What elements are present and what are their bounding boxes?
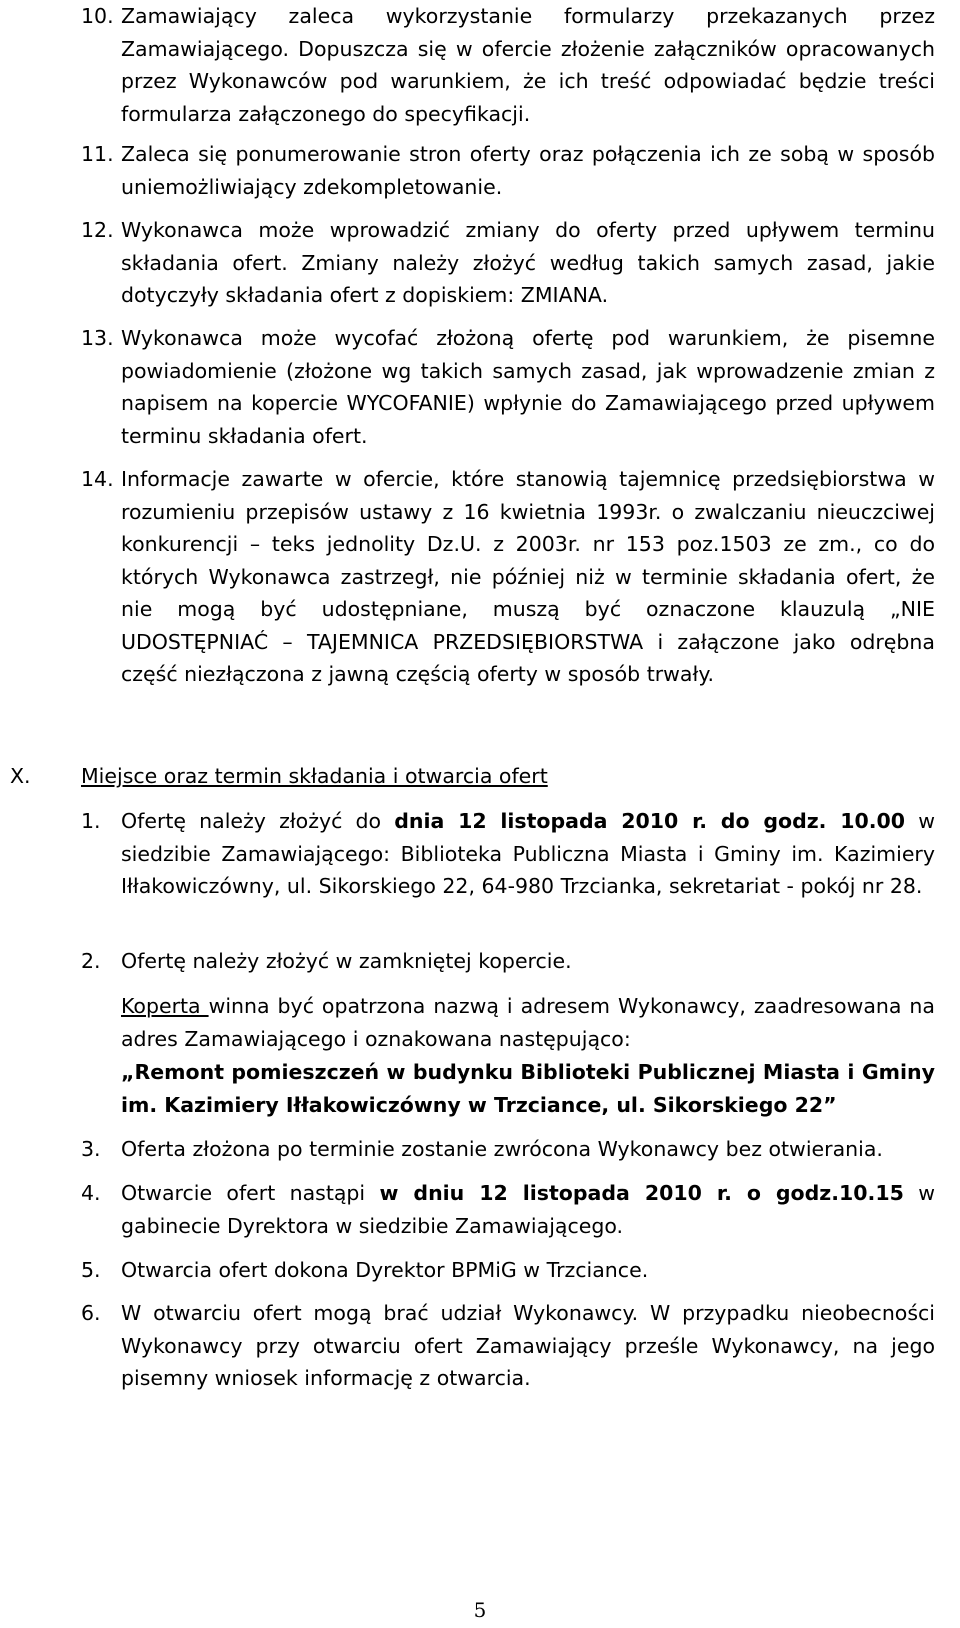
list-item-text: W otwarciu ofert mogą brać udział Wykonawcy. W przypadku nieobecności Wykonawcy przy otwarciu ofert Zamawiający prześle Wykonawcy, na jego pisemny wniosek informację z otwarcia. (121, 1301, 935, 1390)
list-item-text: Wykonawca może wprowadzić zmiany do oferty przed upływem terminu składania ofert. Zmiany należy złożyć według takich samych zasad, jakie dotyczyły składania ofert z dopiskiem: ZMIANA. (121, 218, 935, 307)
list-item (81, 1297, 935, 1395)
list-item-text: Zamawiający zaleca wykorzystanie formularzy przekazanych przez Zamawiającego. Dopuszcza się w ofercie złożenie załączników opracowanych przez Wykonawców pod warunkiem, że ich treść odpowiadać będzie treści formularza załączonego do specyfikacji. (121, 4, 935, 126)
list-item-text: Ofertę należy złożyć w zamkniętej kopercie. (121, 949, 572, 973)
opening-date: w dniu 12 listopada 2010 r. o godz.10.15 (379, 1181, 904, 1205)
list-item-text: Zaleca się ponumerowanie stron oferty oraz połączenia ich ze sobą w sposób uniemożliwiający zdekompletowanie. (121, 142, 935, 199)
list-item-text: Otwarcia ofert dokona Dyrektor BPMiG w Trzciance. (121, 1258, 649, 1282)
envelope-marking: „Remont pomieszczeń w budynku Biblioteki Publicznej Miasta i Gminy im. Kazimiery Iłłakowiczówny w Trzciance, ul. Sikorskiego 22” (121, 1060, 935, 1117)
list-item-text: Ofertę należy złożyć do dnia 12 listopada 2010 r. do godz. 10.00 w siedzibie Zamawiającego: Biblioteka Publiczna Miasta i Gminy im. Kazimiery Iłłakowiczówny, ul. Sikorskiego 22, 64-980 Trzcianka, sekretariat - pokój nr 28. (121, 809, 935, 898)
list-item (81, 1254, 935, 1287)
list-item-number: 14. (81, 467, 114, 491)
list-item-number: 5. (81, 1258, 101, 1282)
list-item-number: 12. (81, 218, 114, 242)
list-item-text: Wykonawca może wycofać złożoną ofertę pod warunkiem, że pisemne powiadomienie (złożone wg takich samych zasad, jak wprowadzenie zmian z napisem na kopercie WYCOFANIE) wpłynie do Zamawiającego przed upływem terminu składania ofert. (121, 326, 935, 448)
envelope-label: Koperta (121, 994, 209, 1018)
list-item-number: 3. (81, 1137, 101, 1161)
list-item-number: 10. (81, 4, 114, 28)
page-number: 5 (473, 1598, 487, 1622)
section-title: Miejsce oraz termin składania i otwarcia ofert (81, 764, 548, 788)
list-item (81, 463, 935, 691)
list-item (81, 214, 935, 312)
list-item (81, 805, 935, 903)
deadline-date: dnia 12 listopada 2010 r. do godz. 10.00 (394, 809, 906, 833)
list-item (81, 945, 935, 978)
list-item (81, 138, 935, 203)
list-item-number: 6. (81, 1301, 101, 1325)
list-item-text: Otwarcie ofert nastąpi w dniu 12 listopada 2010 r. o godz.10.15 w gabinecie Dyrektora w siedzibie Zamawiającego. (121, 1181, 935, 1238)
section-number: X. (10, 764, 31, 788)
list-item-number: 11. (81, 142, 114, 166)
list-item (81, 1177, 935, 1242)
list-item (81, 322, 935, 452)
list-item-text: Oferta złożona po terminie zostanie zwrócona Wykonawcy bez otwierania. (121, 1137, 883, 1161)
list-item (81, 1133, 935, 1166)
list-item-text: Informacje zawarte w ofercie, które stanowią tajemnicę przedsiębiorstwa w rozumieniu przepisów ustawy z 16 kwietnia 1993r. o zwalczaniu nieuczciwej konkurencji – teks jednolity Dz.U. z 2003r. nr 153 poz.1503 ze zm., co do których Wykonawca zastrzegł, nie później niż w terminie składania ofert, że nie mogą być udostępniane, muszą być oznaczone klauzulą „NIE UDOSTĘPNIAĆ – TAJEMNICA PRZEDSIĘBIORSTWA i załączone jako odrębna część niezłączona z jawną częścią oferty w sposób trwały. (121, 467, 935, 686)
list-item-number: 13. (81, 326, 114, 350)
list-item-number: 4. (81, 1181, 101, 1205)
envelope-paragraph: Koperta winna być opatrzona nazwą i adresem Wykonawcy, zaadresowana na adres Zamawiającego i oznakowana następująco: (121, 994, 935, 1051)
list-item (81, 0, 935, 130)
list-item-number: 2. (81, 949, 101, 973)
list-item-number: 1. (81, 809, 101, 833)
